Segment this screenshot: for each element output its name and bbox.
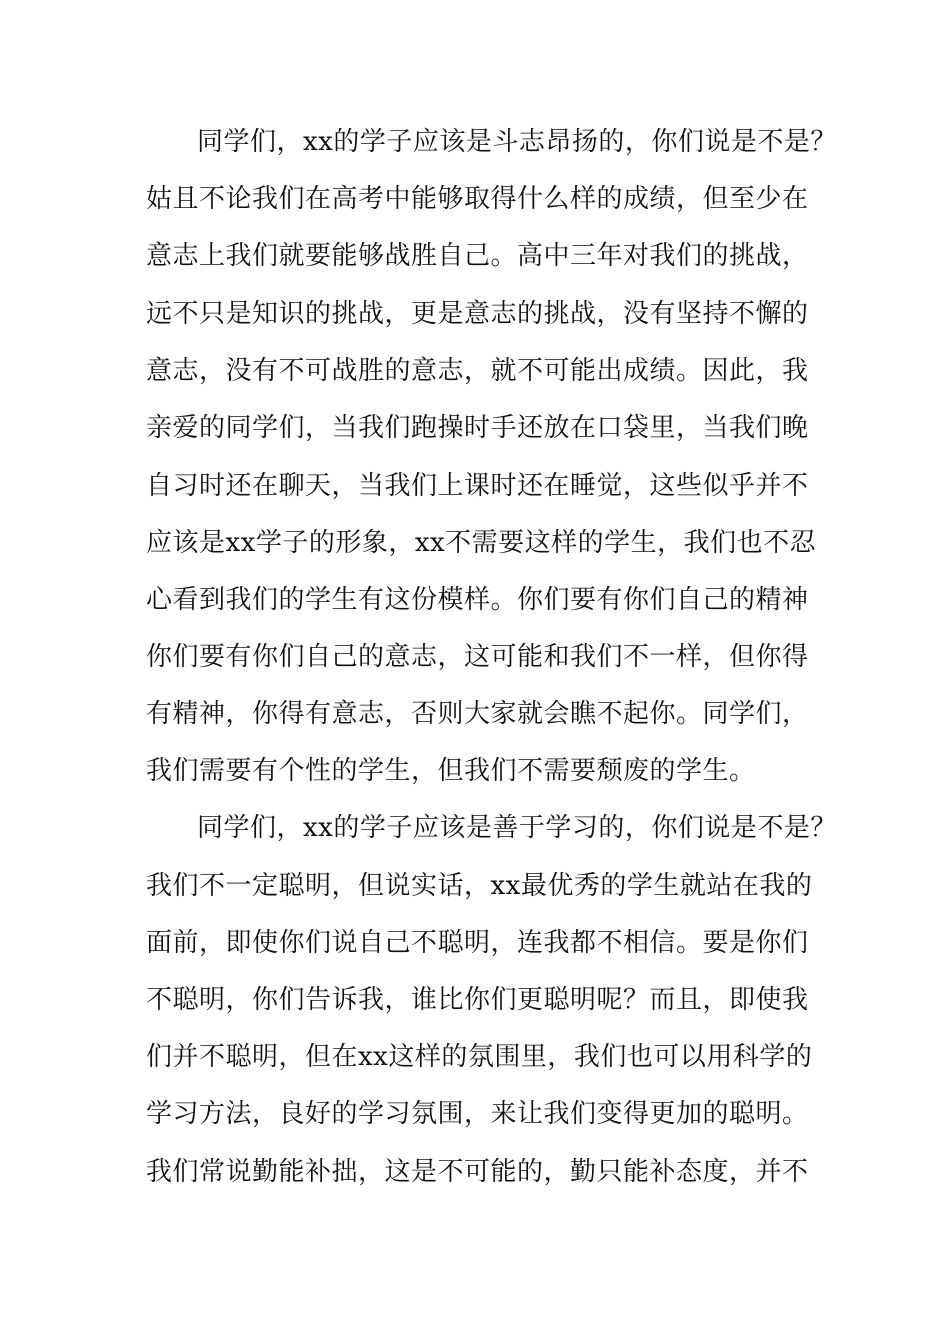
paragraph-2-line-1: 同学们，xx的学子应该是善于学习的，你们说是不是？ [197, 813, 837, 843]
paragraph-2-line-4: 不聪明，你们告诉我，谁比你们更聪明呢？而且，即使我 [146, 985, 809, 1015]
paragraph-1-line-5: 意志，没有不可战胜的意志，就不可能出成绩。因此，我 [146, 356, 809, 386]
paragraph-1-line-7: 自习时还在聊天，当我们上课时还在睡觉，这些似乎并不 [146, 471, 809, 501]
paragraph-2-line-7: 我们常说勤能补拙，这是不可能的，勤只能补态度，并不 [146, 1157, 809, 1187]
paragraph-2-line-2: 我们不一定聪明，但说实话，xx最优秀的学生就站在我的 [146, 871, 813, 901]
paragraph-2-line-6: 学习方法，良好的学习氛围，来让我们变得更加的聪明。 [146, 1099, 809, 1129]
paragraph-1-line-8: 应该是xx学子的形象，xx不需要这样的学生，我们也不忍 [146, 528, 817, 558]
paragraph-1-line-3: 意志上我们就要能够战胜自己。高中三年对我们的挑战， [146, 241, 809, 271]
paragraph-1-line-2: 姑且不论我们在高考中能够取得什么样的成绩，但至少在 [146, 184, 809, 214]
paragraph-1-line-11: 有精神，你得有意志，否则大家就会瞧不起你。同学们， [146, 699, 809, 729]
paragraph-1-line-1: 同学们，xx的学子应该是斗志昂扬的，你们说是不是？ [197, 127, 837, 157]
paragraph-1-line-12: 我们需要有个性的学生，但我们不需要颓废的学生。 [146, 756, 756, 786]
paragraph-1-line-9: 心看到我们的学生有这份模样。你们要有你们自己的精神 [146, 585, 809, 615]
paragraph-1-line-4: 远不只是知识的挑战，更是意志的挑战，没有坚持不懈的 [146, 299, 809, 329]
paragraph-1-line-10: 你们要有你们自己的意志，这可能和我们不一样，但你得 [146, 642, 809, 672]
paragraph-2-line-5: 们并不聪明，但在xx这样的氛围里，我们也可以用科学的 [146, 1042, 813, 1072]
paragraph-2-line-3: 面前，即使你们说自己不聪明，连我都不相信。要是你们 [146, 928, 809, 958]
paragraph-1-line-6: 亲爱的同学们，当我们跑操时手还放在口袋里，当我们晚 [146, 413, 809, 443]
